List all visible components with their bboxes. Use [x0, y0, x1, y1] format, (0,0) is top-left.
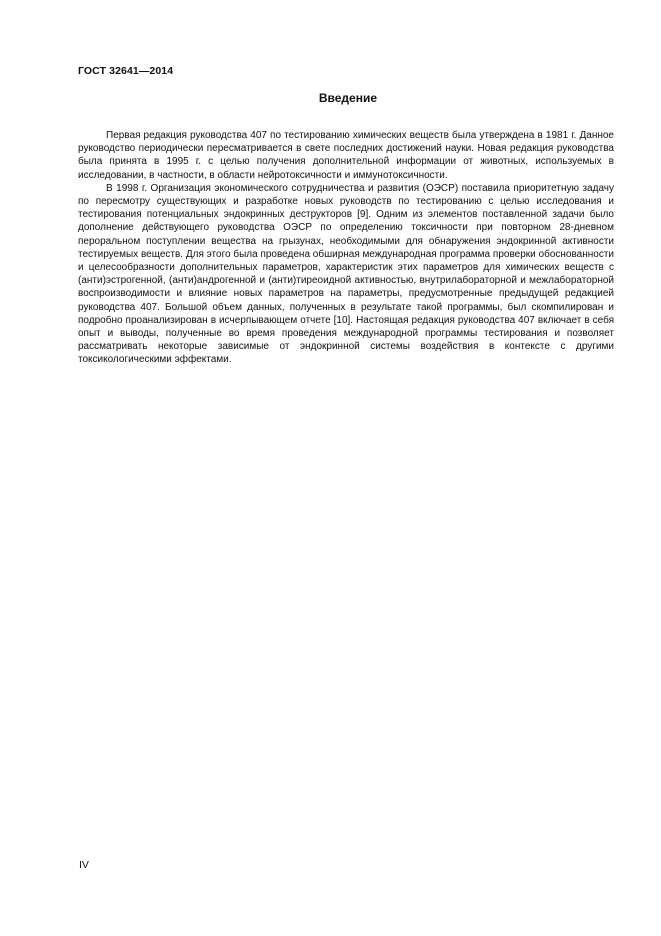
paragraph-1: Первая редакция руководства 407 по тестированию химических веществ была утверждена в 1981 г. Данное руководство периодически пересматривается в свете последних достижений науки. Новая редакция руководства была принята в 1995 г. с целью получения дополнительной информации от животных, используемых в исследовании, в частности, в области нейротоксичности и иммунотоксичности.	[78, 130, 614, 181]
section-title	[78, 91, 614, 105]
paragraph-2: В 1998 г. Организация экономического сотрудничества и развития (ОЭСР) поставила приоритетную задачу по пересмотру существующих и разработке новых руководств по тестированию с целью исследования и тестирования потенциальных эндокринных деструкторов [9]. Одним из элементов поставленной задачи было дополнение действующего руководства ОЭСР по определению токсичности при повторном 28-дневном пероральном поступлении вещества на грызунах, необходимыми для обнаружения эндокринной активности тестируемых веществ. Для этого была проведена обширная международная программа проверки обоснованности и целесообразности дополнительных параметров, характеристик этих параметров для химических веществ с (анти)эстрогенной, (анти)андрогенной и (анти)тиреоидной активностью, внутрилабораторной и межлабораторной воспроизводимости и влияние новых параметров на параметры, предусмотренные предыдущей редакцией руководства 407. Большой объем данных, полученных в результате такой программы, был скомпилирован и подробно проанализирован в исчерпывающем отчете [10]. Настоящая редакция руководства 407 включает в себя опыт и выводы, полученные во время проведения международной программы тестирования и позволяет рассматривать некоторые зависимые от эндокринной системы воздействия в контексте с другими токсикологическими эффектами.	[78, 182, 614, 366]
page-number: IV	[79, 859, 89, 871]
document-code-header: ГОСТ 32641—2014	[78, 65, 174, 77]
section-title-text: Введение	[318, 91, 377, 105]
body-text	[78, 129, 614, 367]
